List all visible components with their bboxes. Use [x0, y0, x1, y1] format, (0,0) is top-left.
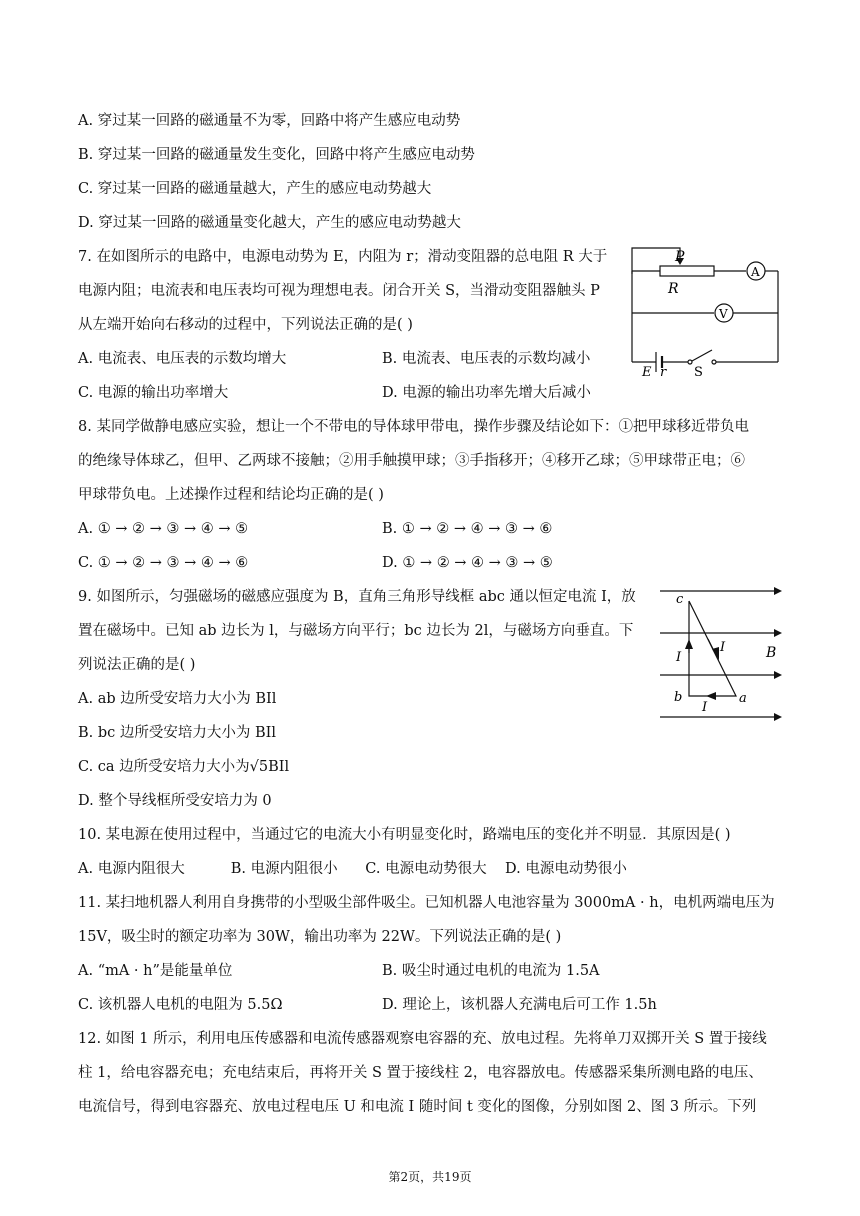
q7-stem-line-1: 7. 在如图所示的电路中，电源电动势为 E，内阻为 r；滑动变阻器的总电阻 R 大于 [78, 249, 608, 265]
q9-option-a: A. ab 边所受安培力大小为 BIl [78, 691, 277, 707]
q8-option-d: D. ① → ② → ④ → ③ → ⑤ [382, 555, 553, 571]
q11-stem-line-1: 11. 某扫地机器人利用自身携带的小型吸尘部件吸尘。已知机器人电池容量为 3000mA · h，电机两端电压为 [78, 895, 775, 911]
q9-label-b: b [674, 690, 683, 705]
q7-label-r-internal: r [660, 365, 667, 378]
q7-label-e: E [642, 365, 652, 378]
q9-stem-line-2: 置在磁场中。已知 ab 边长为 l，与磁场方向平行；bc 边长为 2l，与磁场方向垂直。下 [78, 623, 634, 639]
q7-option-a: A. 电流表、电压表的示数均增大 [78, 351, 287, 367]
q6-option-c: C. 穿过某一回路的磁通量越大，产生的感应电动势越大 [78, 181, 432, 197]
q10-stem: 10. 某电源在使用过程中，当通过它的电流大小有明显变化时，路端电压的变化并不明显．其原因是( ) [78, 827, 731, 843]
q6-option-b: B. 穿过某一回路的磁通量发生变化，回路中将产生感应电动势 [78, 147, 475, 163]
q7-label-r-rheostat: R [668, 281, 679, 297]
page-footer: 第2页，共19页 [388, 1170, 472, 1184]
q7-option-b: B. 电流表、电压表的示数均减小 [382, 351, 591, 367]
q11-stem-line-2: 15V，吸尘时的额定功率为 30W，输出功率为 22W。下列说法正确的是( ) [78, 929, 562, 945]
q9-label-field-b: B [766, 645, 777, 661]
q7-label-voltmeter: V [719, 307, 728, 321]
q9-stem-line-3: 列说法正确的是( ) [78, 657, 196, 673]
q9-option-c: C. ca 边所受安培力大小为√5BIl [78, 759, 290, 775]
q10-options: A. 电源内阻很大 B. 电源内阻很小 C. 电源电动势很大 D. 电源电动势很小 [78, 861, 627, 877]
q11-option-b: B. 吸尘时通过电机的电流为 1.5A [382, 963, 600, 979]
q8-stem-line-1: 8. 某同学做静电感应实验，想让一个不带电的导体球甲带电，操作步骤及结论如下：①把甲球移近带负电 [78, 419, 749, 435]
q12-stem-line-2: 柱 1，给电容器充电；充电结束后，再将开关 S 置于接线柱 2，电容器放电。传感器采集所测电路的电压、 [78, 1065, 763, 1081]
q11-option-a: A. “mA · h”是能量单位 [78, 963, 233, 979]
q7-label-s: S [694, 365, 703, 378]
q9-option-d: D. 整个导线框所受安培力为 0 [78, 793, 272, 809]
q8-stem-line-3: 甲球带负电。上述操作过程和结论均正确的是( ) [78, 487, 384, 503]
q6-option-d: D. 穿过某一回路的磁通量变化越大，产生的感应电动势越大 [78, 215, 461, 231]
q9-label-a: a [739, 691, 747, 706]
q8-stem-line-2: 的绝缘导体球乙，但甲、乙两球不接触；②用手触摸甲球；③手指移开；④移开乙球；⑤甲球带正电；⑥ [78, 453, 745, 469]
q8-option-c: C. ① → ② → ③ → ④ → ⑥ [78, 555, 249, 571]
q9-field-figure [656, 583, 784, 725]
q9-label-i-ab: I [702, 700, 708, 715]
q8-option-b: B. ① → ② → ④ → ③ → ⑥ [382, 521, 553, 537]
q9-label-c: c [676, 592, 684, 607]
q9-label-i-bc: I [676, 650, 682, 665]
q12-stem-line-1: 12. 如图 1 所示，利用电压传感器和电流传感器观察电容器的充、放电过程。先将单刀双掷开关 S 置于接线 [78, 1031, 767, 1047]
q11-option-c: C. 该机器人电机的电阻为 5.5Ω [78, 997, 283, 1013]
q12-stem-line-3: 电流信号，得到电容器充、放电过程电压 U 和电流 I 随时间 t 变化的图像，分别如图 2、图 3 所示。下列 [78, 1099, 757, 1115]
q11-option-d: D. 理论上，该机器人充满电后可工作 1.5h [382, 997, 657, 1013]
q9-option-b: B. bc 边所受安培力大小为 BIl [78, 725, 277, 741]
q7-option-d: D. 电源的输出功率先增大后减小 [382, 385, 591, 401]
q9-label-i-ca: I [720, 640, 726, 655]
q6-option-a: A. 穿过某一回路的磁通量不为零，回路中将产生感应电动势 [78, 113, 461, 129]
q7-option-c: C. 电源的输出功率增大 [78, 385, 229, 401]
q8-option-a: A. ① → ② → ③ → ④ → ⑤ [78, 521, 249, 537]
q7-label-p: P [675, 249, 685, 265]
q9-stem-line-1: 9. 如图所示，匀强磁场的磁感应强度为 B，直角三角形导线框 abc 通以恒定电流 I，放 [78, 589, 636, 605]
q7-stem-line-2: 电源内阻；电流表和电压表均可视为理想电表。闭合开关 S，当滑动变阻器触头 P [78, 283, 600, 299]
q7-stem-line-3: 从左端开始向右移动的过程中，下列说法正确的是( ) [78, 317, 413, 333]
q7-circuit-figure [628, 244, 782, 378]
q7-label-ammeter: A [751, 265, 760, 279]
